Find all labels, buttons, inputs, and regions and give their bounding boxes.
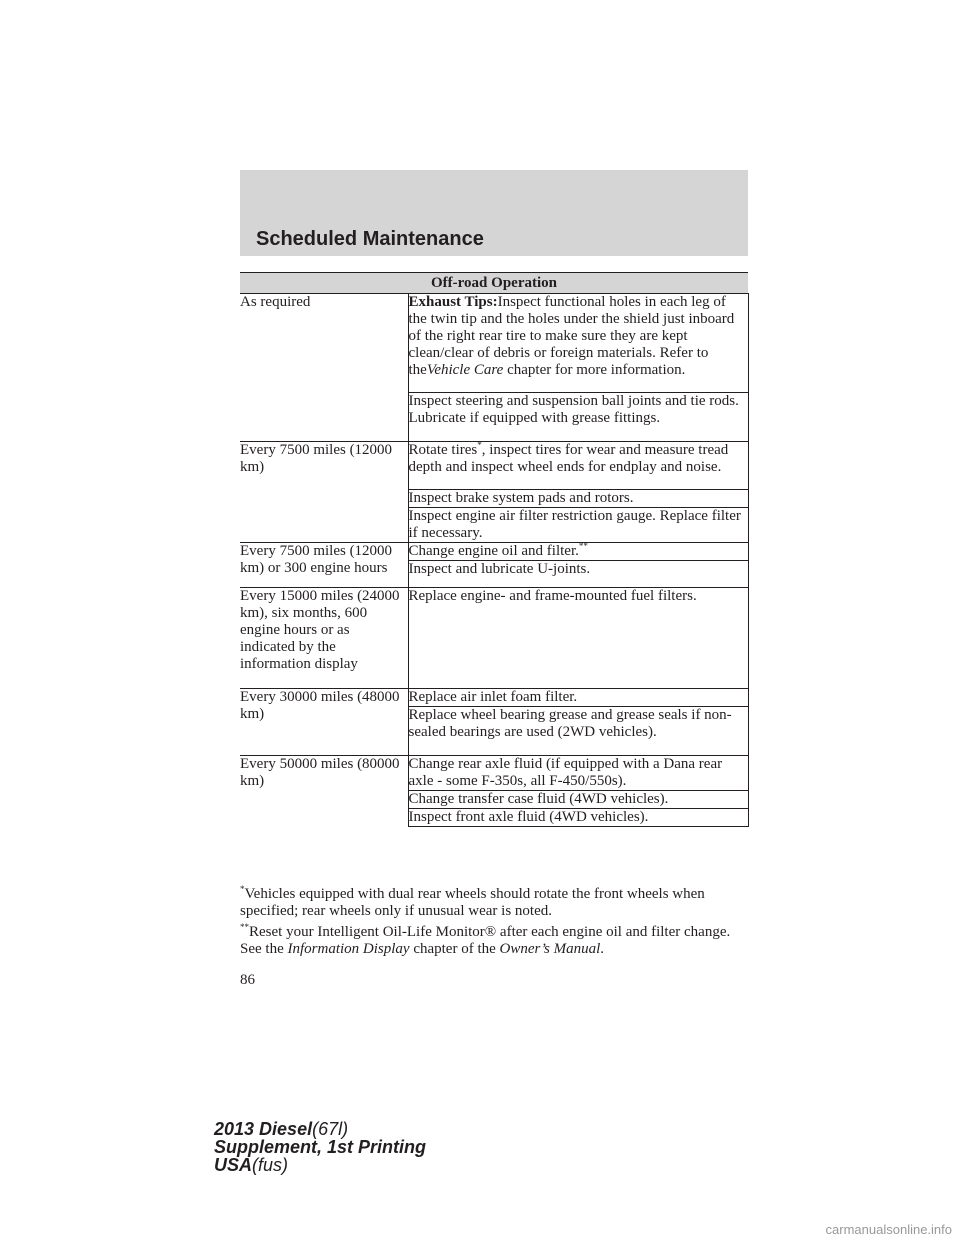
footer-line-2 bbox=[214, 1138, 426, 1156]
task-cell bbox=[408, 543, 748, 561]
table-row bbox=[240, 689, 748, 707]
task-cell: Change rear axle fluid (if equipped with a Dana rear axle - some F-350s, all F-450/550s). bbox=[408, 756, 748, 791]
footnote-text: . bbox=[600, 941, 604, 957]
interval-cell: Every 15000 miles (24000 km), six months, 600 engine hours or as indicated by the information display bbox=[240, 588, 408, 689]
table-title-row bbox=[240, 273, 748, 294]
task-cell: Replace engine- and frame-mounted fuel filters. bbox=[408, 588, 748, 689]
page-number: 86 bbox=[240, 972, 255, 988]
footer-line-3 bbox=[214, 1156, 426, 1174]
table-row bbox=[240, 756, 748, 791]
task-text-tail: , inspect tires for wear and measure tread depth and inspect wheel ends for endplay and noise. bbox=[408, 442, 729, 475]
section-title: Scheduled Maintenance bbox=[256, 228, 484, 250]
task-cell: Inspect steering and suspension ball joints and tie rods. Lubricate if equipped with grease fittings. bbox=[408, 393, 748, 442]
interval-cell: As required bbox=[240, 294, 408, 442]
footnote-mark: * bbox=[240, 884, 245, 894]
task-cell: Inspect front axle fluid (4WD vehicles). bbox=[408, 809, 748, 827]
task-text: Inspect functional holes in each leg of the twin tip and the holes under the shield just inboard of the right rear tire to make sure they are kept clean/clear of debris or foreign materials. Refer to the bbox=[408, 294, 735, 378]
footer-bold-text: Supplement, 1st Printing bbox=[214, 1137, 427, 1157]
footer-bold-text: 2013 Diesel bbox=[214, 1119, 313, 1139]
interval-cell: Every 30000 miles (48000 km) bbox=[240, 689, 408, 756]
footnote-italic-ref: Information Display bbox=[287, 941, 410, 957]
interval-cell: Every 7500 miles (12000 km) or 300 engine hours bbox=[240, 543, 408, 588]
footnote-text: chapter of the bbox=[413, 941, 496, 957]
task-italic-ref: Vehicle Care bbox=[426, 362, 504, 378]
footer-bold-text: USA bbox=[214, 1155, 253, 1175]
footnote-text: Vehicles equipped with dual rear wheels should rotate the front wheels when specified; rear wheels only if unusual wear is noted. bbox=[240, 886, 705, 919]
maintenance-table bbox=[240, 272, 749, 827]
table-row bbox=[240, 294, 748, 393]
table-row bbox=[240, 543, 748, 561]
task-cell: Change transfer case fluid (4WD vehicles). bbox=[408, 791, 748, 809]
table-row bbox=[240, 588, 748, 689]
task-cell: Inspect brake system pads and rotors. bbox=[408, 490, 748, 508]
task-text: Rotate tires bbox=[408, 442, 478, 458]
task-text-tail: chapter for more information. bbox=[507, 362, 686, 378]
footnotes bbox=[240, 886, 748, 962]
task-cell bbox=[408, 442, 748, 490]
footnote-mark: * bbox=[477, 440, 482, 450]
table-title: Off-road Operation bbox=[240, 273, 748, 294]
footnote-2 bbox=[240, 924, 748, 958]
footer-line-1 bbox=[214, 1120, 426, 1138]
task-cell: Inspect engine air filter restriction gauge. Replace filter if necessary. bbox=[408, 508, 748, 543]
task-text: Change engine oil and filter. bbox=[408, 543, 579, 559]
footer-code-text: (67l) bbox=[312, 1119, 349, 1139]
footnote-text: Reset your Intelligent Oil-Life Monitor® after each engine oil and filter change. See the bbox=[240, 924, 731, 957]
interval-cell: Every 7500 miles (12000 km) bbox=[240, 442, 408, 543]
table-row bbox=[240, 442, 748, 490]
footer-code-text: (fus) bbox=[252, 1155, 289, 1175]
print-footer bbox=[214, 1120, 426, 1174]
interval-cell: Every 50000 miles (80000 km) bbox=[240, 756, 408, 827]
footnote-mark: ** bbox=[578, 541, 588, 551]
task-cell: Replace air inlet foam filter. bbox=[408, 689, 748, 707]
footnote-1 bbox=[240, 886, 748, 920]
footnote-italic-ref: Owner’s Manual bbox=[499, 941, 601, 957]
task-cell bbox=[408, 294, 748, 393]
task-cell: Inspect and lubricate U-joints. bbox=[408, 561, 748, 588]
footnote-mark: ** bbox=[240, 922, 249, 932]
task-bold-label: Exhaust Tips: bbox=[408, 294, 498, 310]
task-cell: Replace wheel bearing grease and grease seals if non-sealed bearings are used (2WD vehicles). bbox=[408, 707, 748, 756]
watermark: carmanualsonline.info bbox=[825, 1222, 952, 1237]
